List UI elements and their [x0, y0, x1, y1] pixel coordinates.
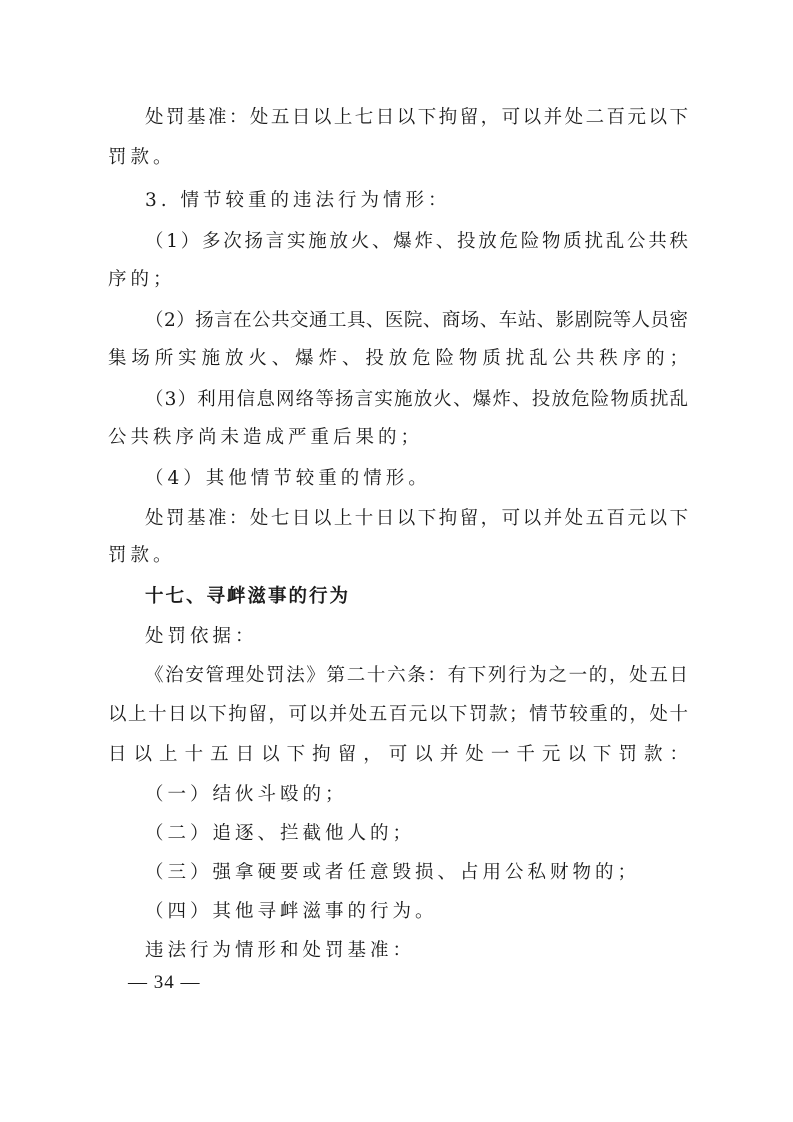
list-item-line: （三）强拿硬要或者任意毁损、占用公私财物的；: [145, 862, 641, 883]
list-item-line: （二）追逐、拦截他人的；: [145, 823, 416, 844]
paragraph-line: 违法行为情形和处罚基准：: [145, 940, 416, 961]
paragraph-line: 日以上十五日以下拘留，可以并处一千元以下罚款：: [108, 744, 688, 765]
paragraph-line: 处罚基准：处五日以上七日以下拘留，可以并处二百元以下: [145, 107, 688, 128]
section-subheading: 3. 情节较重的违法行为情形：: [145, 190, 451, 211]
page-number: — 34 —: [128, 972, 201, 993]
paragraph-line: 处罚依据：: [145, 626, 258, 647]
section-heading: 十七、寻衅滋事的行为: [145, 586, 351, 607]
list-item-line: （4）其他情节较重的情形。: [145, 468, 431, 489]
list-item-line: （1）多次扬言实施放火、爆炸、投放危险物质扰乱公共秩: [145, 231, 688, 252]
list-item-line: 序的；: [108, 269, 176, 290]
paragraph-line: 罚款。: [108, 545, 176, 566]
paragraph-line: 以上十日以下拘留，可以并处五百元以下罚款；情节较重的，处十: [108, 704, 688, 725]
list-item-line: （2）扬言在公共交通工具、医院、商场、车站、影剧院等人员密: [145, 310, 688, 331]
list-item-line: 集场所实施放火、爆炸、投放危险物质扰乱公共秩序的；: [108, 348, 688, 369]
list-item-line: （四）其他寻衅滋事的行为。: [145, 901, 438, 922]
list-item-line: （一）结伙斗殴的；: [145, 784, 348, 805]
list-item-line: 公共秩序尚未造成严重后果的；: [108, 427, 424, 448]
paragraph-line: 处罚基准：处七日以上十日以下拘留，可以并处五百元以下: [145, 508, 688, 529]
paragraph-line: 《治安管理处罚法》第二十六条：有下列行为之一的，处五日: [145, 665, 688, 686]
paragraph-line: 罚款。: [108, 147, 176, 168]
list-item-line: （3）利用信息网络等扬言实施放火、爆炸、投放危险物质扰乱: [145, 389, 688, 410]
